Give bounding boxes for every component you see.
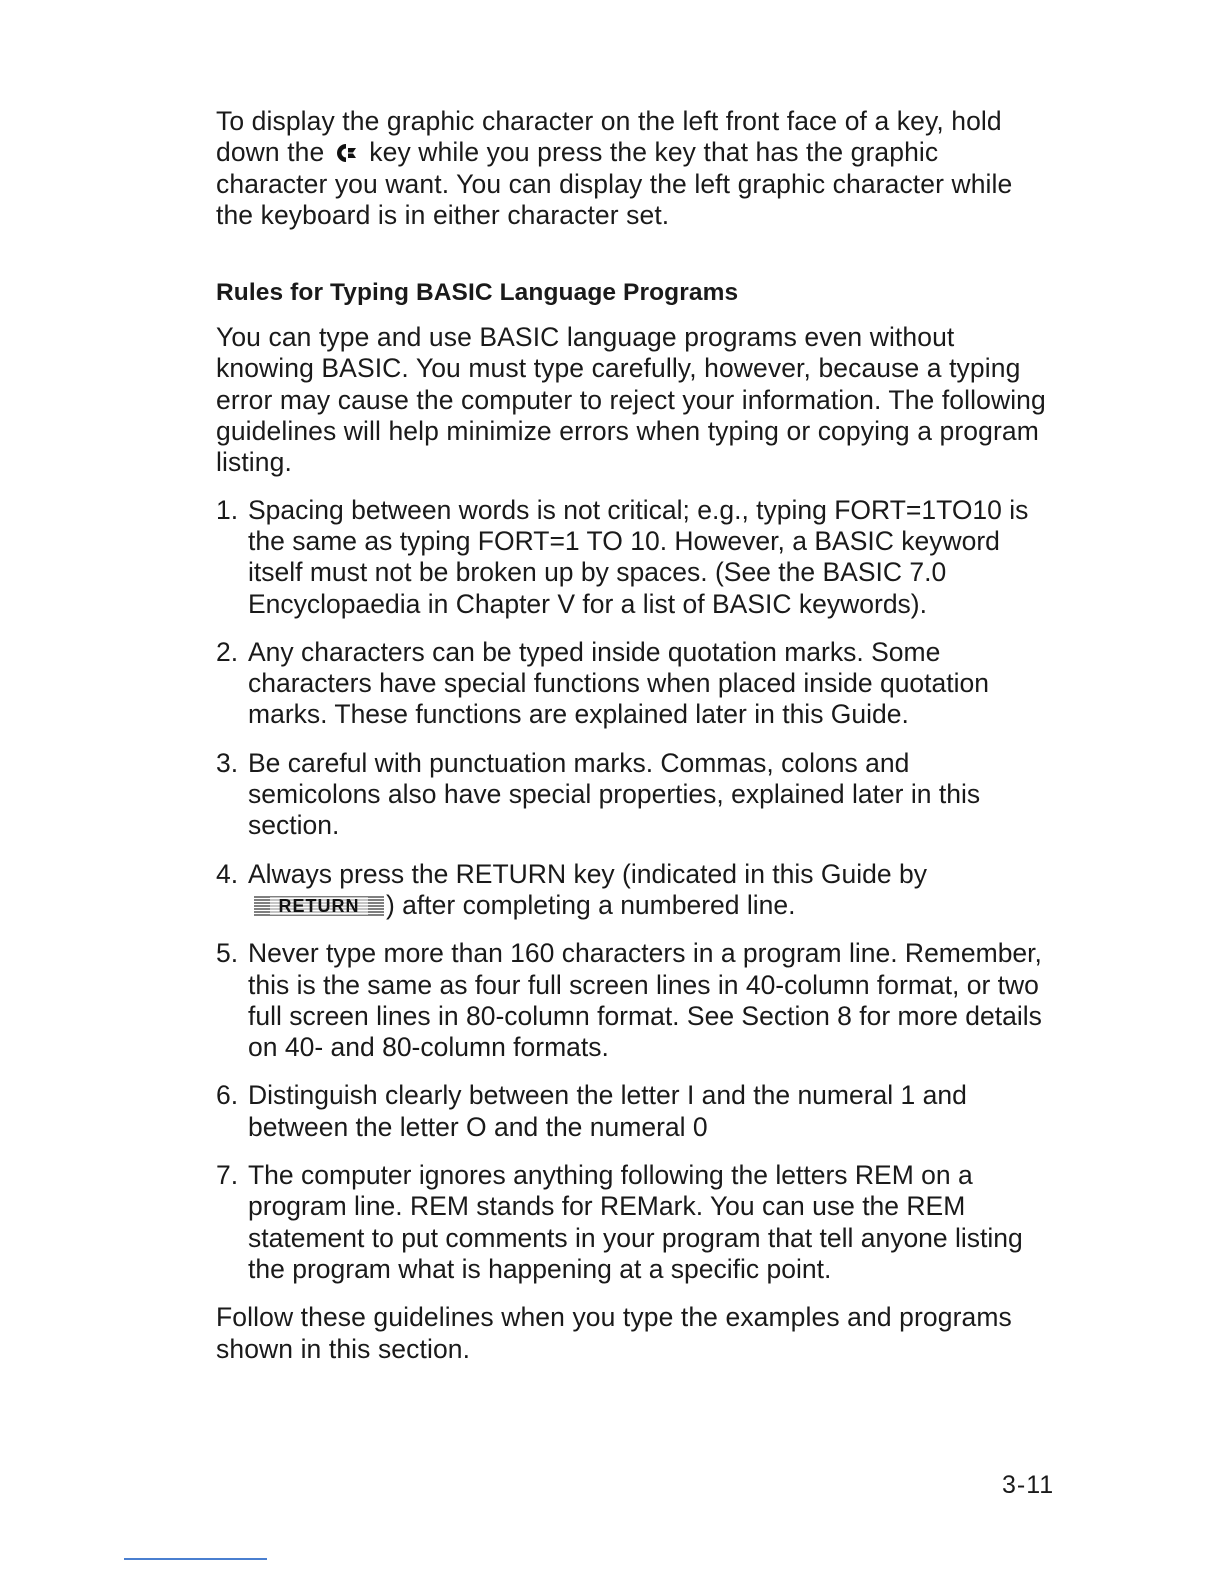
rule-item-7: [216, 1160, 1046, 1285]
rule-text: The computer ignores anything following the letters REM on a program line. REM stands for REMark. You can use the REM statement to put comments in your program that tell anyone listing the program what is happening at a specific point.: [248, 1160, 1023, 1284]
rule-text: [248, 859, 1046, 922]
rules-list: [216, 495, 1046, 1286]
document-page: [216, 106, 1046, 1365]
rule-text: Never type more than 160 characters in a program line. Remember, this is the same as four full screen lines in 40-column format, or two full screen lines in 80-column format. See Section 8 for more details on 40- and 80-column formats.: [248, 938, 1042, 1063]
return-key-icon: [252, 894, 386, 918]
intro-paragraph: [216, 106, 1046, 231]
rule-text: Be careful with punctuation marks. Commas, colons and semicolons also have special properties, explained later in this section.: [248, 747, 981, 841]
section-lead-paragraph: You can type and use BASIC language programs even without knowing BASIC. You must type carefully, however, because a typing error may cause the computer to reject your information. The following guidelines will help minimize errors when typing or copying a program listing.: [216, 322, 1046, 478]
rule-number: 5.: [216, 938, 239, 969]
rule-text-before-key: Always press the RETURN key (indicated in this Guide by: [248, 858, 927, 889]
rule-item-5: [216, 938, 1046, 1063]
rule-number: 3.: [216, 747, 239, 778]
rule-number: 2.: [216, 636, 239, 667]
rule-item-3: [216, 748, 1046, 842]
intro-text-before-key: To display the graphic character on the left front face of a key, hold down the: [216, 106, 1002, 168]
rule-text: Distinguish clearly between the letter I and the numeral 1 and between the letter O and the numeral 0: [248, 1080, 967, 1142]
rule-text: Spacing between words is not critical; e.g., typing FORT=1TO10 is the same as typing FORT=1 TO 10. However, a BASIC keyword itself must not be broken up by spaces. (See the BASIC 7.0 Encyclopaedia in Chapter V for a list of BASIC keywords).: [248, 494, 1029, 619]
commodore-key-icon: [334, 142, 360, 164]
rule-item-2: [216, 637, 1046, 731]
rule-number: 6.: [216, 1080, 239, 1111]
rule-item-1: [216, 495, 1046, 620]
rule-item-4: [216, 859, 1046, 922]
rule-text: Any characters can be typed inside quotation marks. Some characters have special functions when placed inside quotation marks. These functions are explained later in this Guide.: [248, 636, 989, 730]
rule-number: 4.: [216, 858, 239, 889]
rule-number: 1.: [216, 494, 239, 525]
bottom-divider: [124, 1558, 267, 1560]
rule-item-6: [216, 1080, 1046, 1143]
outro-paragraph: Follow these guidelines when you type the examples and programs shown in this section.: [216, 1302, 1012, 1364]
intro-text-after-key: key while you press the key that has the graphic character you want. You can display the left graphic character while the keyboard is in either character set.: [216, 137, 1013, 230]
section-heading: Rules for Typing BASIC Language Programs: [216, 279, 739, 307]
rule-text-after-key: ) after completing a numbered line.: [386, 889, 796, 920]
return-key-label: RETURN: [278, 895, 360, 916]
rule-number: 7.: [216, 1160, 239, 1191]
page-number: 3-11: [1002, 1471, 1055, 1499]
